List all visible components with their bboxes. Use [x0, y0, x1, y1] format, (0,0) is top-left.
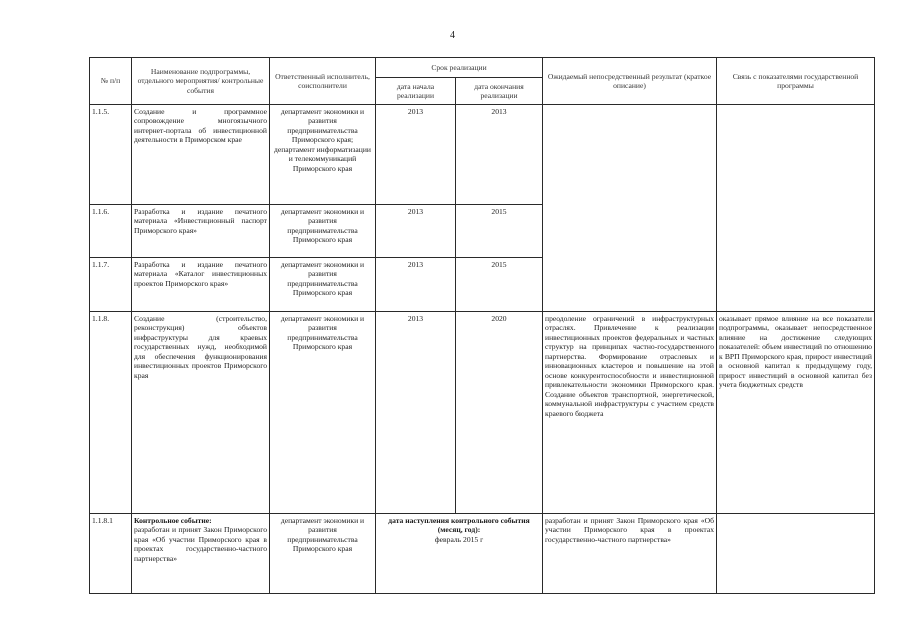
row-responsible: департамент экономики и развития предпринимательства Приморского края: [270, 258, 376, 312]
row-start-date: 2013: [376, 105, 456, 205]
row-responsible: департамент экономики и развития предпринимательства Приморского края; департамент информатизации и телекоммуникаций Приморского края: [270, 105, 376, 205]
row-responsible: департамент экономики и развития предпринимательства Приморского края: [270, 514, 376, 594]
row-link: [717, 514, 875, 594]
row-link: оказывает прямое влияние на все показатели подпрограммы, оказывает непосредственное влияние на достижение следующих показателей: объем инвестиций по отношению к ВРП Приморского края, прирост инвестиций в основной капитал к предыдущему году, прирост инвестиций в основной капитал без учета бюджетных средств: [717, 312, 875, 514]
header-start-date: дата начала реализации: [376, 78, 456, 105]
program-table: [89, 57, 875, 594]
row-number: 1.1.8.: [90, 312, 132, 514]
header-period: Срок реализации: [376, 58, 543, 78]
control-event-date-value: февраль 2015 г: [434, 534, 484, 544]
control-event-date-title: дата наступления контрольного события (месяц, год):: [388, 516, 530, 535]
header-number: № п/п: [90, 58, 132, 105]
row-number: 1.1.5.: [90, 105, 132, 205]
header-end-date: дата окончания реализации: [456, 78, 543, 105]
row-end-date: 2020: [456, 312, 543, 514]
row-end-date: 2013: [456, 105, 543, 205]
row-start-date: 2013: [376, 312, 456, 514]
row-end-date: 2015: [456, 258, 543, 312]
table-row: [90, 514, 875, 594]
row-responsible: департамент экономики и развития предпринимательства Приморского края: [270, 312, 376, 514]
row-number: 1.1.6.: [90, 205, 132, 258]
row-name: разработан и принят Закон Приморского края «Об участии Приморского края в проектах государственно-частного партнерства»: [134, 525, 267, 563]
table-row: [90, 105, 875, 205]
header-responsible: Ответственный исполнитель, соисполнители: [270, 58, 376, 105]
header-link: Связь с показателями государственной программы: [717, 58, 875, 105]
row-name: Разработка и издание печатного материала «Инвестиционный паспорт Приморского края»: [132, 205, 270, 258]
header-name: Наименование подпрограммы, отдельного мероприятия/ контрольные события: [132, 58, 270, 105]
row-result: [543, 105, 717, 312]
row-responsible: департамент экономики и развития предпринимательства Приморского края: [270, 205, 376, 258]
row-name: Создание и программное сопровождение многоязычного интернет-портала об инвестиционной деятельности в Приморском крае: [132, 105, 270, 205]
row-name-cell: [132, 514, 270, 594]
row-result: преодоление ограничений в инфраструктурных отраслях. Привлечение к реализации инвестиционных проектов федеральных и частных структур на принципах частно-государственного партнерства. Формирование отраслевых и инновационных кластеров и повышение на этой основе конкурентоспособности и инвестиционной привлекательности экономики Приморского края. Создание объектов транспортной, энергетической, коммунальной инфраструктуры с участием средств краевого бюджета: [543, 312, 717, 514]
page-number: 4: [450, 30, 455, 41]
header-result: Ожидаемый непосредственный результат (краткое описание): [543, 58, 717, 105]
row-start-date: 2013: [376, 205, 456, 258]
row-date-cell: [376, 514, 543, 594]
control-event-title: Контрольное событие:: [134, 516, 212, 525]
row-end-date: 2015: [456, 205, 543, 258]
row-number: 1.1.8.1: [90, 514, 132, 594]
row-name: Разработка и издание печатного материала «Каталог инвестиционных проектов Приморского края»: [132, 258, 270, 312]
row-link: [717, 105, 875, 312]
row-result: разработан и принят Закон Приморского края «Об участии Приморского края в проектах государственно-частного партнерства»: [543, 514, 717, 594]
row-name: Создание (строительство, реконструкция) объектов инфраструктуры для краевых государственных нужд, необходимой для обеспечения функционирования инвестиционных проектов Приморского края: [132, 312, 270, 514]
table-row: [90, 312, 875, 514]
row-number: 1.1.7.: [90, 258, 132, 312]
row-start-date: 2013: [376, 258, 456, 312]
